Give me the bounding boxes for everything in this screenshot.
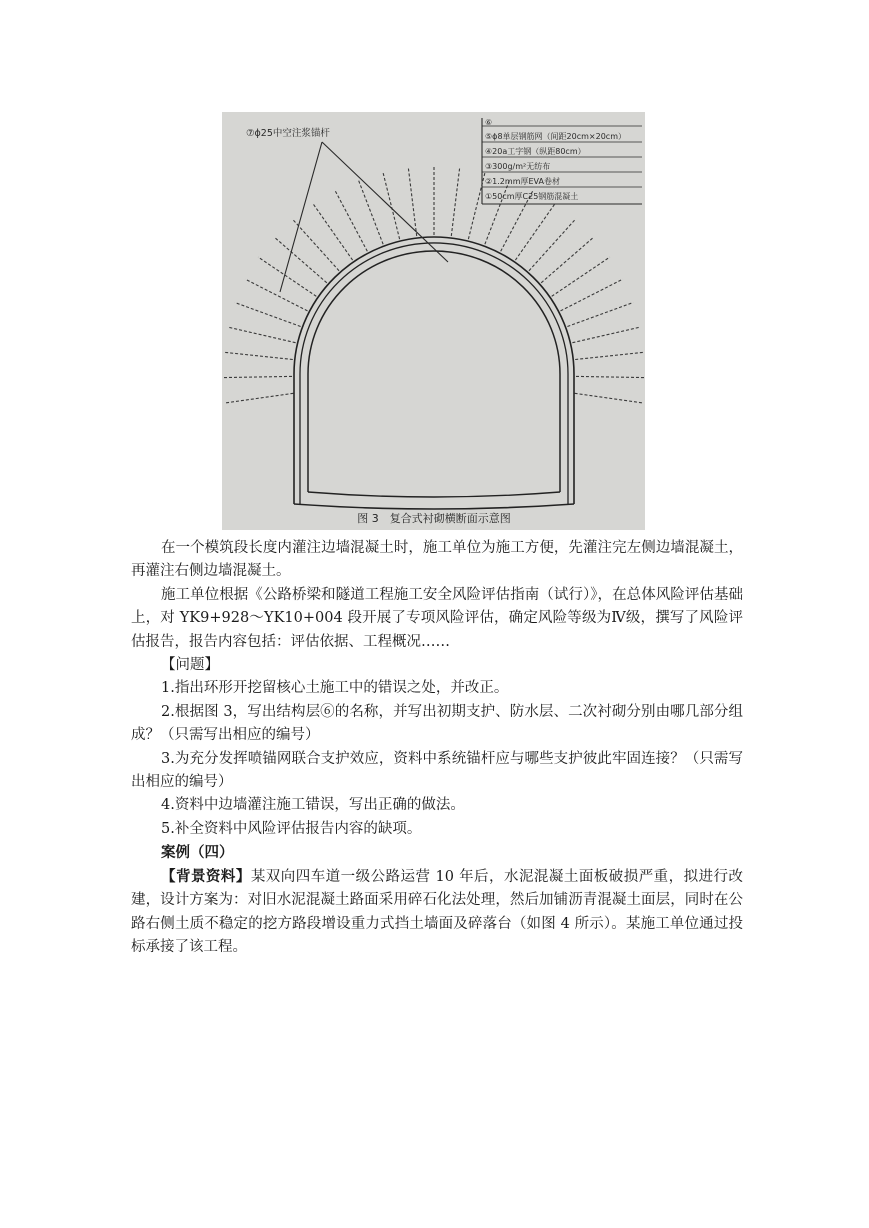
anchor-bolt (468, 171, 485, 239)
question-5: 5.补全资料中风险评估报告内容的缺项。 (161, 820, 422, 837)
figure-caption: 图 3 复合式衬砌横断面示意图 (357, 512, 511, 525)
question-1: 1.指出环形开挖留核心土施工中的错误之处，并改正。 (161, 680, 509, 697)
question-3: 3.为充分发挥喷锚网联合支护效应，资料中系统锚杆应与哪些支护彼此牢固连接？（只需写出相应的编号） (131, 750, 743, 791)
tunnel-lining-diagram (222, 112, 645, 530)
middle-lining-line (300, 243, 568, 504)
anchor-bolt (576, 376, 645, 377)
anchor-bolt (274, 237, 327, 283)
legend-item-2: ②1.2mm厚EVA卷材 (485, 177, 560, 186)
anchor-bolt (223, 352, 293, 359)
anchor-bolt (224, 393, 293, 403)
anchor-bolt (227, 327, 295, 343)
invert-inner-line (308, 492, 560, 497)
anchor-bolt (485, 179, 510, 244)
anchor-bolt (541, 237, 594, 283)
bolt-label: ⑦ϕ25中空注浆锚杆 (246, 128, 330, 139)
outer-lining-line (294, 237, 574, 504)
anchor-bolt (515, 203, 555, 260)
background-paragraph (131, 865, 743, 960)
legend-item-1: ①50cm厚C25钢筋混凝土 (485, 192, 579, 201)
invert-outer-line (294, 504, 574, 509)
anchor-bolt (529, 219, 576, 271)
anchor-bolt (451, 167, 460, 236)
legend-item-4: ④20a工字钢（纵距80cm） (485, 147, 586, 156)
inner-lining-line (308, 251, 560, 492)
background-text: 某双向四车道一级公路运营 10 年后，水泥混凝土面板破损严重，拟进行改建，设计方案为：对旧水泥混凝土路面采用碎石化法处理，然后加铺沥青混凝土面层，同时在公路右侧土质不稳定的挖方路段增设重力式挡土墙面及碎落台（如图 4 所示）。某施工单位通过投标承接了该工程。 (131, 868, 744, 955)
bolt-leader-lines (280, 142, 448, 292)
anchor-bolt (567, 303, 633, 327)
paragraph-risk-assessment: 施工单位根据《公路桥梁和隧道工程施工安全风险评估指南（试行）》，在总体风险评估基础上，对 YK9+928～YK10+004 段开展了专项风险评估，确定风险等级为Ⅳ级，撰写了风险评估报告，报告内容包括：评估依据、工程概况…… (131, 586, 743, 650)
question-2: 2.根据图 3，写出结构层⑥的名称，并写出初期支护、防水层、二次衬砌分别由哪几部分组成？（只需写出相应的编号） (131, 703, 743, 744)
legend-item-6: ⑥ (485, 118, 493, 127)
anchor-bolt (312, 203, 352, 260)
questions-heading: 【问题】 (161, 657, 219, 674)
legend-item-3: ③300g/m²无纺布 (485, 162, 551, 171)
anchor-bolt (572, 327, 640, 343)
anchor-bolt (292, 219, 339, 271)
anchor-bolt (235, 303, 301, 327)
anchor-bolts (222, 165, 645, 403)
anchor-bolt (383, 171, 400, 239)
anchor-bolt (575, 393, 644, 403)
question-4: 4.资料中边墙灌注施工错误，写出正确的做法。 (161, 797, 465, 814)
anchor-bolt (575, 352, 645, 359)
anchor-bolt (222, 376, 292, 377)
background-label: 【背景资料】 (161, 867, 251, 885)
document-body (131, 537, 743, 959)
tunnel-lining-figure (222, 112, 645, 530)
case-heading: 案例（四） (161, 844, 234, 862)
layer-legend (482, 118, 642, 204)
legend-item-5: ⑤ϕ8单层钢筋网（间距20cm×20cm） (485, 132, 626, 141)
paragraph-wall-pouring: 在一个模筑段长度内灌注边墙混凝土时，施工单位为施工方便，先灌注完左侧边墙混凝土，再灌注右侧边墙混凝土。 (131, 540, 743, 580)
